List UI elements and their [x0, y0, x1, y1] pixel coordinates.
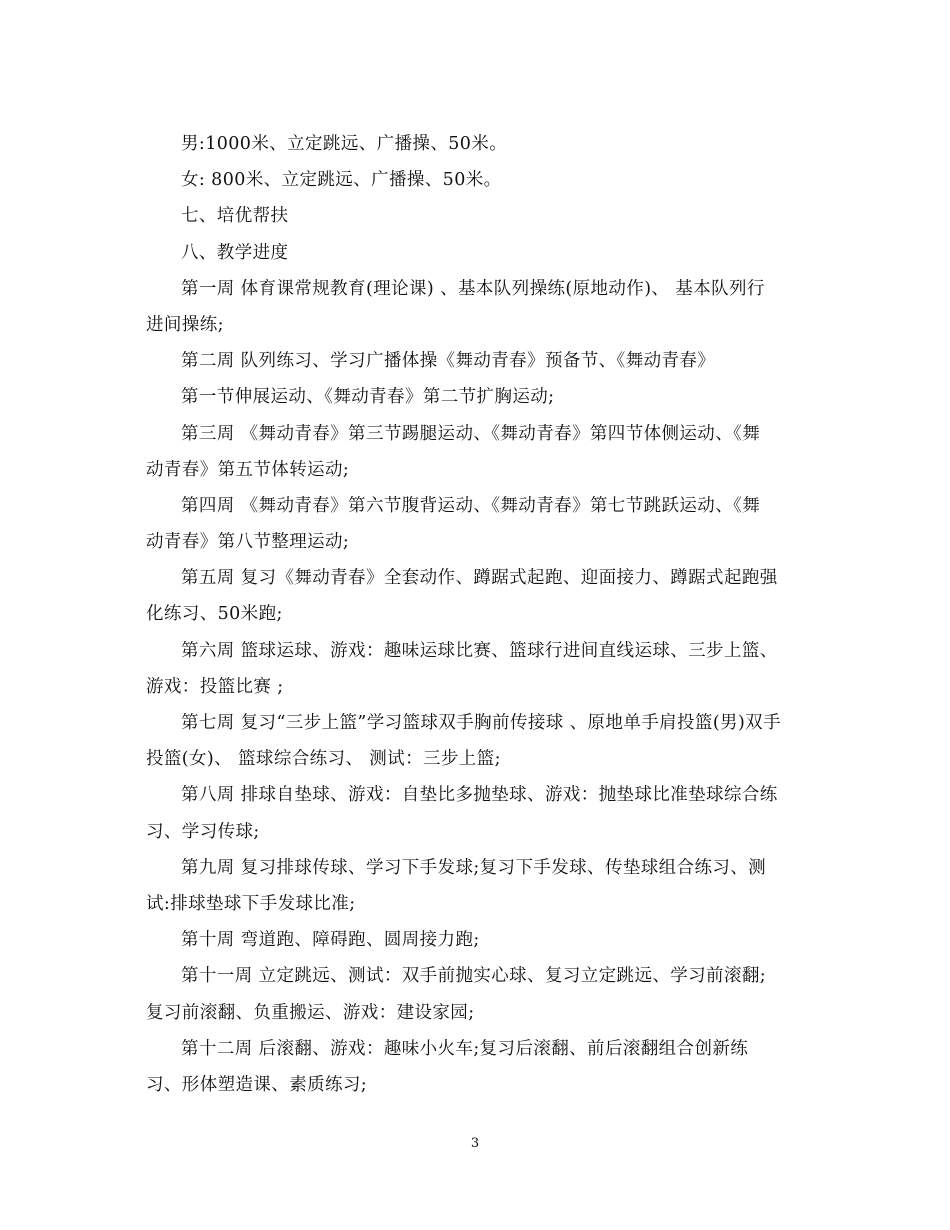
text-line: 第七周 复习“三步上篮”学习篮球双手胸前传接球 、原地单手肩投篮(男)双手 [181, 713, 781, 733]
document-body [146, 126, 810, 1103]
text-line: 第三周 《舞动青春》第三节踢腿运动、《舞动青春》第四节体侧运动、《舞 [181, 423, 761, 444]
text-line: 动青春》第五节体转运动; [146, 459, 350, 480]
text-line: 第一节伸展运动、《舞动青春》第二节扩胸运动; [181, 387, 555, 408]
text-line: 动青春》第八节整理运动; [146, 532, 350, 553]
text-line: 投篮(女)、 篮球综合练习、 测试：三步上篮; [146, 749, 501, 770]
text-line: 习、形体塑造课、素质练习; [146, 1074, 368, 1095]
text-line: 第九周 复习排球传球、学习下手发球;复习下手发球、传垫球组合练习、测 [181, 857, 767, 878]
text-line: 试:排球垫球下手发球比准; [146, 893, 356, 914]
page-number: 3 [470, 1136, 480, 1151]
text-line: 八、教学进度 [181, 242, 289, 263]
text-line: 第十二周 后滚翻、游戏：趣味小火车;复习后滚翻、前后滚翻组合创新练 [181, 1038, 749, 1059]
text-line: 男:1000米、立定跳远、广播操、50米。 [181, 134, 508, 154]
text-line: 第十一周 立定跳远、测试：双手前抛实心球、复习立定跳远、学习前滚翻; [181, 966, 767, 987]
text-line: 第五周 复习《舞动青春》全套动作、蹲踞式起跑、迎面接力、蹲踞式起跑强 [181, 568, 778, 589]
text-line: 女: 800米、立定跳远、广播操、50米。 [181, 170, 502, 191]
text-line: 七、培优帮扶 [181, 206, 289, 227]
text-line: 化练习、50米跑; [146, 604, 283, 625]
text-line: 复习前滚翻、负重搬运、游戏：建设家园; [146, 1002, 475, 1023]
text-line: 第二周 队列练习、学习广播体操《舞动青春》预备节、《舞动青春》 [181, 351, 716, 372]
text-line: 第四周 《舞动青春》第六节腹背运动、《舞动青春》第七节跳跃运动、《舞 [181, 495, 761, 516]
text-line: 第六周 篮球运球、游戏：趣味运球比赛、篮球行进间直线运球、三步上篮、 [181, 640, 778, 661]
text-line: 游戏：投篮比赛 ; [146, 676, 284, 697]
text-line: 第八周 排球自垫球、游戏：自垫比多抛垫球、游戏：抛垫球比准垫球综合练 [181, 785, 778, 806]
text-line: 第十周 弯道跑、障碍跑、圆周接力跑; [181, 930, 480, 951]
text-line: 习、学习传球; [146, 821, 260, 842]
text-line: 进间操练; [146, 314, 224, 335]
text-line: 第一周 体育课常规教育(理论课) 、基本队列操练(原地动作)、 基本队列行 [181, 278, 765, 299]
